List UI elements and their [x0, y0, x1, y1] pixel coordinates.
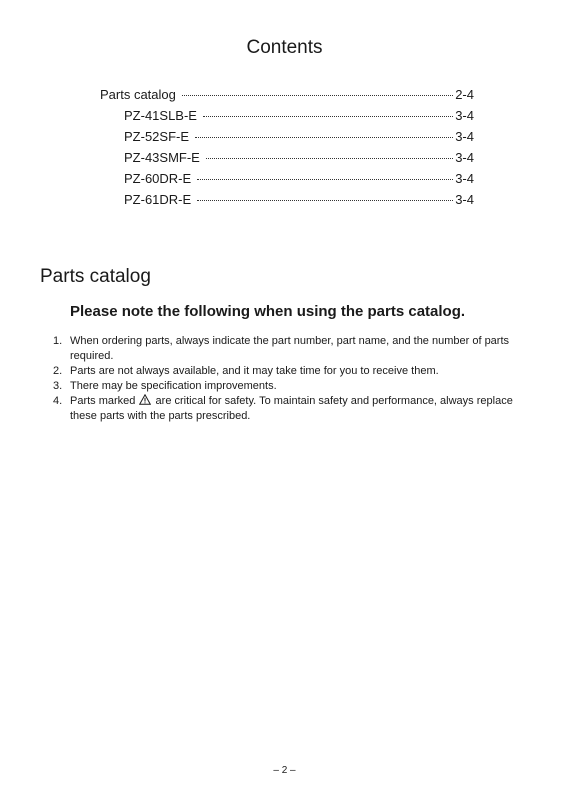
- note-text: Parts are not always available, and it may take time for you to receive them.: [70, 365, 439, 377]
- toc-entry-label: PZ-43SMF-E: [124, 150, 200, 165]
- note-text-after-icon: are critical for safety. To maintain safety and performance, always replace these parts with the parts prescribed.: [70, 395, 513, 422]
- toc-entry-pz-60dr-e[interactable]: [100, 171, 474, 192]
- note-item: [53, 364, 513, 379]
- toc-entry-page: 3-4: [455, 150, 474, 165]
- note-heading: Please note the following when using the parts catalog.: [70, 303, 466, 320]
- toc-entry-label: PZ-61DR-E: [124, 192, 192, 207]
- toc-entry-page: 3-4: [455, 171, 474, 186]
- toc-entry-parts-catalog[interactable]: [100, 87, 474, 108]
- page-number: – 2 –: [273, 765, 296, 776]
- notes-list: [53, 334, 513, 424]
- toc-entry-page: 3-4: [455, 108, 474, 123]
- note-number: 4.: [53, 395, 63, 407]
- toc-entry-label: PZ-41SLB-E: [124, 108, 197, 123]
- toc-entry-label: Parts catalog: [100, 87, 176, 102]
- note-number: 2.: [53, 365, 63, 377]
- toc-entry-pz-52sf-e[interactable]: [100, 129, 474, 150]
- toc-entry-page: 3-4: [455, 192, 474, 207]
- toc-entry-label: PZ-60DR-E: [124, 171, 192, 186]
- toc-entry-pz-41slb-e[interactable]: [100, 108, 474, 129]
- toc-dot-leader: [182, 95, 453, 96]
- toc-dot-leader: [206, 158, 453, 159]
- toc-entry-page: 3-4: [455, 129, 474, 144]
- toc-entry-pz-43smf-e[interactable]: [100, 150, 474, 171]
- toc-dot-leader: [203, 116, 453, 117]
- toc-entry-pz-61dr-e[interactable]: [100, 192, 474, 213]
- note-text: When ordering parts, always indicate the part number, part name, and the number of parts required.: [70, 335, 510, 362]
- note-number: 3.: [53, 380, 63, 392]
- table-of-contents: [100, 87, 474, 213]
- warning-triangle-icon: [139, 394, 151, 405]
- section-title-parts-catalog: Parts catalog: [40, 266, 151, 287]
- toc-dot-leader: [195, 137, 453, 138]
- note-text-before-icon: Parts marked: [70, 395, 136, 407]
- toc-entry-page: 2-4: [455, 87, 474, 102]
- note-text: [70, 394, 513, 424]
- note-item: [53, 394, 513, 424]
- toc-entry-label: PZ-52SF-E: [124, 129, 190, 144]
- toc-dot-leader: [197, 179, 453, 180]
- contents-title: Contents: [246, 37, 323, 58]
- note-number: 1.: [53, 335, 63, 347]
- note-item: [53, 379, 513, 394]
- note-text: There may be specification improvements.: [70, 380, 277, 392]
- note-item: [53, 334, 513, 364]
- toc-dot-leader: [197, 200, 453, 201]
